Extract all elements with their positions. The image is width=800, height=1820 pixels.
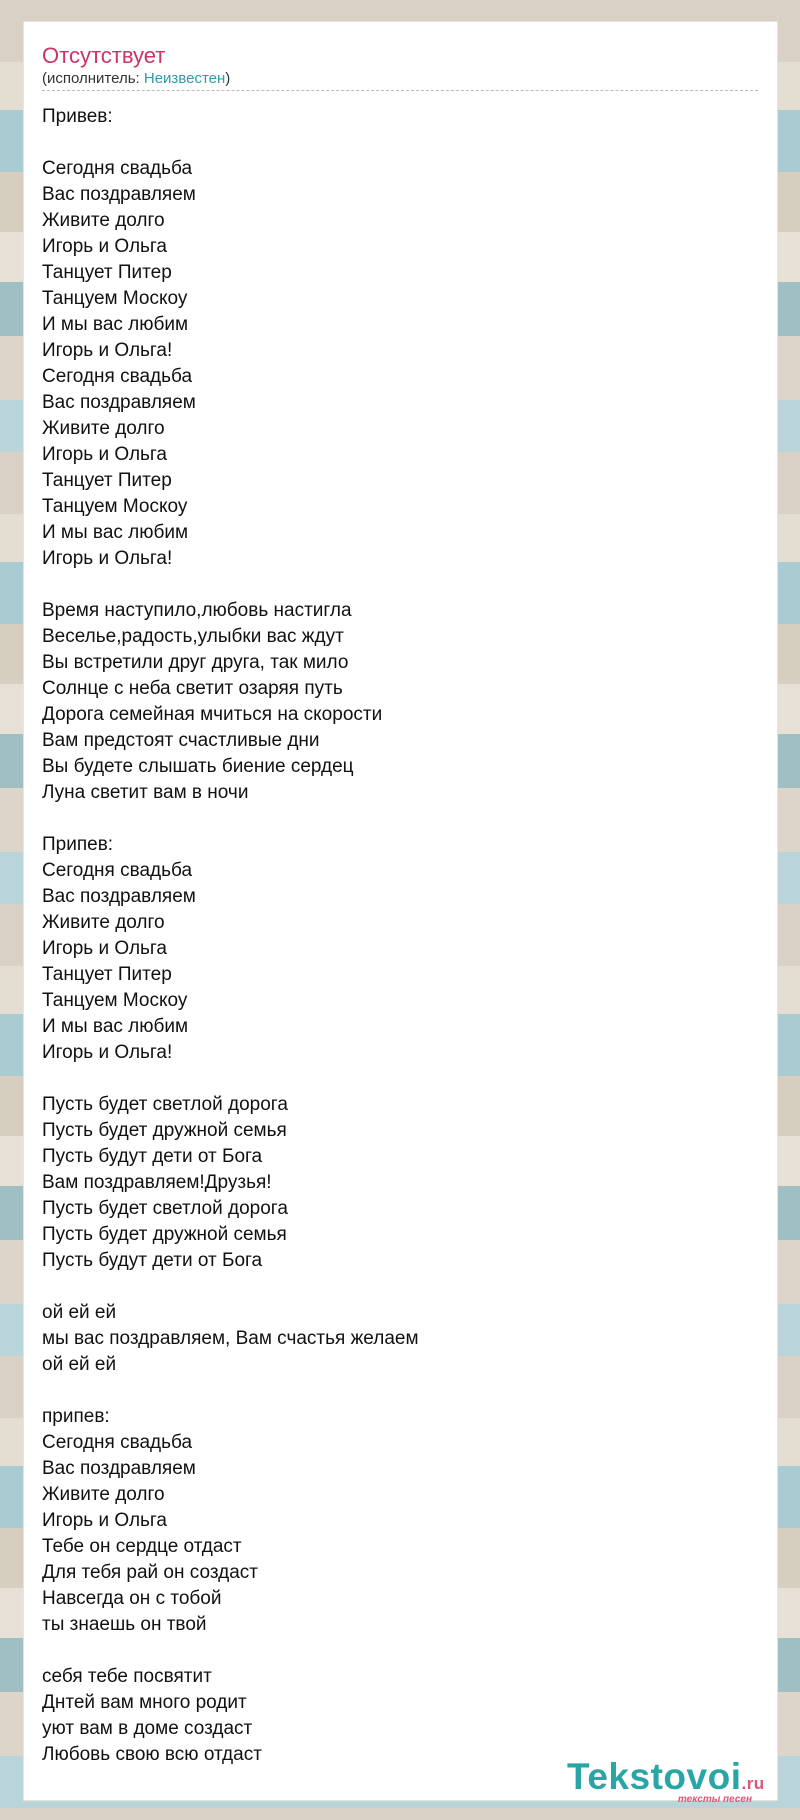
lyrics-line: Сегодня свадьба (42, 366, 193, 387)
lyrics-line: себя тебе посвятит (42, 1666, 212, 1687)
lyrics-line: Припев: (42, 834, 114, 855)
lyrics-line: Живите долго (42, 912, 165, 933)
lyrics-card (24, 22, 777, 1805)
lyrics-line: припев: (42, 1406, 110, 1427)
lyrics-line: Для тебя рай он создаст (42, 1562, 258, 1583)
lyrics-line: уют вам в доме создаст (42, 1718, 253, 1739)
song-title: Отсутствует (42, 43, 166, 68)
lyrics-line: Игорь и Ольга (42, 444, 168, 465)
lyrics-line: ты знаешь он твой (42, 1614, 207, 1635)
lyrics-line: Любовь свою всю отдаст (42, 1744, 262, 1765)
lyrics-line: Сегодня свадьба (42, 158, 193, 179)
lyrics-line: И мы вас любим (42, 1016, 189, 1037)
lyrics-blank-line (42, 130, 758, 156)
lyrics-line: Игорь и Ольга (42, 1510, 168, 1531)
lyrics-line: Игорь и Ольга! (42, 548, 173, 569)
lyrics-line: мы вас поздравляем, Вам счастья желаем (42, 1328, 419, 1349)
lyrics-line: Игорь и Ольга! (42, 340, 173, 361)
lyrics-line: Сегодня свадьба (42, 1432, 193, 1453)
lyrics-line: Вам предстоят счастливые дни (42, 730, 320, 751)
lyrics-line: Живите долго (42, 1484, 165, 1505)
lyrics-line: ой ей ей (42, 1354, 117, 1375)
lyrics-line: Сегодня свадьба (42, 860, 193, 881)
lyrics-line: Пусть будут дети от Бога (42, 1146, 263, 1167)
lyrics-line: Пусть будут дети от Бога (42, 1250, 263, 1271)
lyrics-line: ой ей ей (42, 1302, 117, 1323)
lyrics-blank-line (42, 1638, 758, 1664)
lyrics-line: Танцует Питер (42, 964, 172, 985)
lyrics-blank-line (42, 572, 758, 598)
lyrics-line: Навсегда он с тобой (42, 1588, 222, 1609)
lyrics-line: Танцует Питер (42, 470, 172, 491)
lyrics-line: Танцуем Москоу (42, 288, 188, 309)
lyrics-line: И мы вас любим (42, 314, 189, 335)
lyrics-line: Танцуем Москоу (42, 990, 188, 1011)
lyrics-line: Пусть будет светлой дорога (42, 1094, 288, 1115)
lyrics-line: Днтей вам много родит (42, 1692, 247, 1713)
lyrics-line: Тебе он сердце отдаст (42, 1536, 242, 1557)
lyrics-line: Танцуем Москоу (42, 496, 188, 517)
logo-tld: .ru (741, 1774, 765, 1793)
lyrics-line: Вас поздравляем (42, 1458, 196, 1479)
lyrics-line: Вас поздравляем (42, 392, 196, 413)
lyrics-line: Игорь и Ольга (42, 938, 168, 959)
lyrics-line: Привев: (42, 106, 113, 127)
lyrics-line: Вы встретили друг друга, так мило (42, 652, 349, 673)
lyrics-line: Солнце с неба светит озаряя путь (42, 678, 343, 699)
lyrics-line: Веселье,радость,улыбки вас ждут (42, 626, 344, 647)
lyrics-line: Вам поздравляем!Друзья! (42, 1172, 272, 1193)
lyrics-line: Игорь и Ольга! (42, 1042, 173, 1063)
lyrics-line: Вас поздравляем (42, 184, 196, 205)
lyrics-line: Вы будете слышать биение сердец (42, 756, 354, 777)
artist-prefix: (исполнитель: (42, 70, 144, 87)
song-header (42, 42, 758, 91)
lyrics-text (42, 104, 758, 1768)
lyrics-line: Пусть будет дружной семья (42, 1224, 287, 1245)
artist-line (42, 70, 758, 91)
lyrics-line: Танцует Питер (42, 262, 172, 283)
lyrics-blank-line (42, 1066, 758, 1092)
logo-text: Tekstovoi (567, 1756, 742, 1797)
artist-link[interactable]: Неизвестен (143, 70, 226, 87)
lyrics-line: Луна светит вам в ночи (42, 782, 249, 803)
lyrics-line: Живите долго (42, 210, 165, 231)
lyrics-blank-line (42, 1378, 758, 1404)
lyrics-line: Время наступило,любовь настигла (42, 600, 352, 621)
site-logo[interactable] (567, 1757, 772, 1805)
lyrics-line: Живите долго (42, 418, 165, 439)
logo-tagline: тексты песен (677, 1794, 752, 1805)
lyrics-line: И мы вас любим (42, 522, 189, 543)
lyrics-blank-line (42, 806, 758, 832)
artist-suffix: ) (225, 70, 231, 87)
lyrics-line: Пусть будет светлой дорога (42, 1198, 288, 1219)
lyrics-line: Игорь и Ольга (42, 236, 168, 257)
lyrics-line: Вас поздравляем (42, 886, 196, 907)
lyrics-blank-line (42, 1274, 758, 1300)
lyrics-line: Дорога семейная мчиться на скорости (42, 704, 383, 725)
lyrics-line: Пусть будет дружной семья (42, 1120, 287, 1141)
